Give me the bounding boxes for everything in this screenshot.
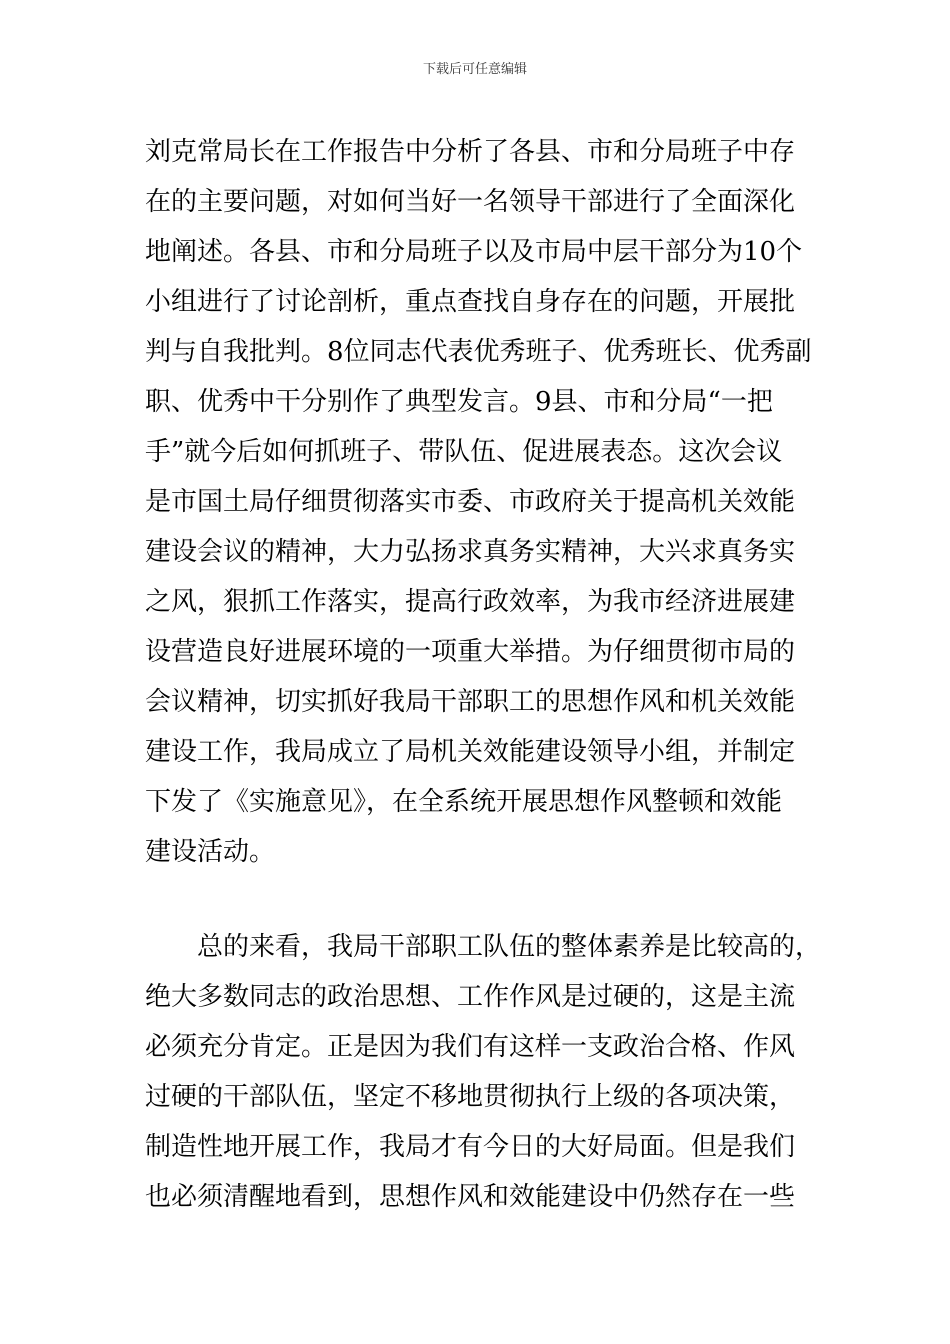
text-line: 地阐述。各县、市和分局班子以及市局中层干部分为10个 — [145, 237, 803, 267]
paragraph-1 — [145, 127, 815, 877]
text-line-indented: 总的来看，我局干部职工队伍的整体素养是比较高的， — [197, 932, 822, 962]
text-line: 也必须清醒地看到，思想作风和效能建设中仍然存在一些 — [145, 1182, 796, 1212]
text-line: 下发了《实施意见》，在全系统开展思想作风整顿和效能 — [145, 787, 783, 817]
text-line: 刘克常局长在工作报告中分析了各县、市和分局班子中存 — [145, 137, 796, 167]
text-line: 必须充分肯定。正是因为我们有这样一支政治合格、作风 — [145, 1032, 796, 1062]
text-line: 之风，狠抓工作落实，提高行政效率，为我市经济进展建 — [145, 587, 796, 617]
text-line: 小组进行了讨论剖析，重点查找自身存在的问题，开展批 — [145, 287, 796, 317]
text-line: 建设会议的精神，大力弘扬求真务实精神，大兴求真务实 — [145, 537, 796, 567]
text-line: 职、优秀中干分别作了典型发言。9县、市和分局“一把 — [145, 387, 773, 417]
text-line: 在的主要问题，对如何当好一名领导干部进行了全面深化 — [145, 187, 796, 217]
text-line: 手”就今后如何抓班子、带队伍、促进展表态。这次会议 — [145, 437, 783, 467]
text-line: 制造性地开展工作，我局才有今日的大好局面。但是我们 — [145, 1132, 796, 1162]
page-header: 下载后可任意编辑 — [422, 62, 527, 77]
paragraph-2 — [145, 922, 822, 1222]
text-line: 会议精神，切实抓好我局干部职工的思想作风和机关效能 — [145, 687, 796, 717]
text-line: 建设工作，我局成立了局机关效能建设领导小组，并制定 — [145, 737, 796, 767]
text-line: 判与自我批判。8位同志代表优秀班子、优秀班长、优秀副 — [145, 337, 812, 367]
text-line: 过硬的干部队伍，坚定不移地贯彻执行上级的各项决策， — [145, 1082, 796, 1112]
text-line: 设营造良好进展环境的一项重大举措。为仔细贯彻市局的 — [145, 637, 796, 667]
text-line: 是市国土局仔细贯彻落实市委、市政府关于提高机关效能 — [145, 487, 796, 517]
text-line: 建设活动。 — [145, 837, 276, 867]
text-line: 绝大多数同志的政治思想、工作作风是过硬的，这是主流 — [145, 982, 796, 1012]
